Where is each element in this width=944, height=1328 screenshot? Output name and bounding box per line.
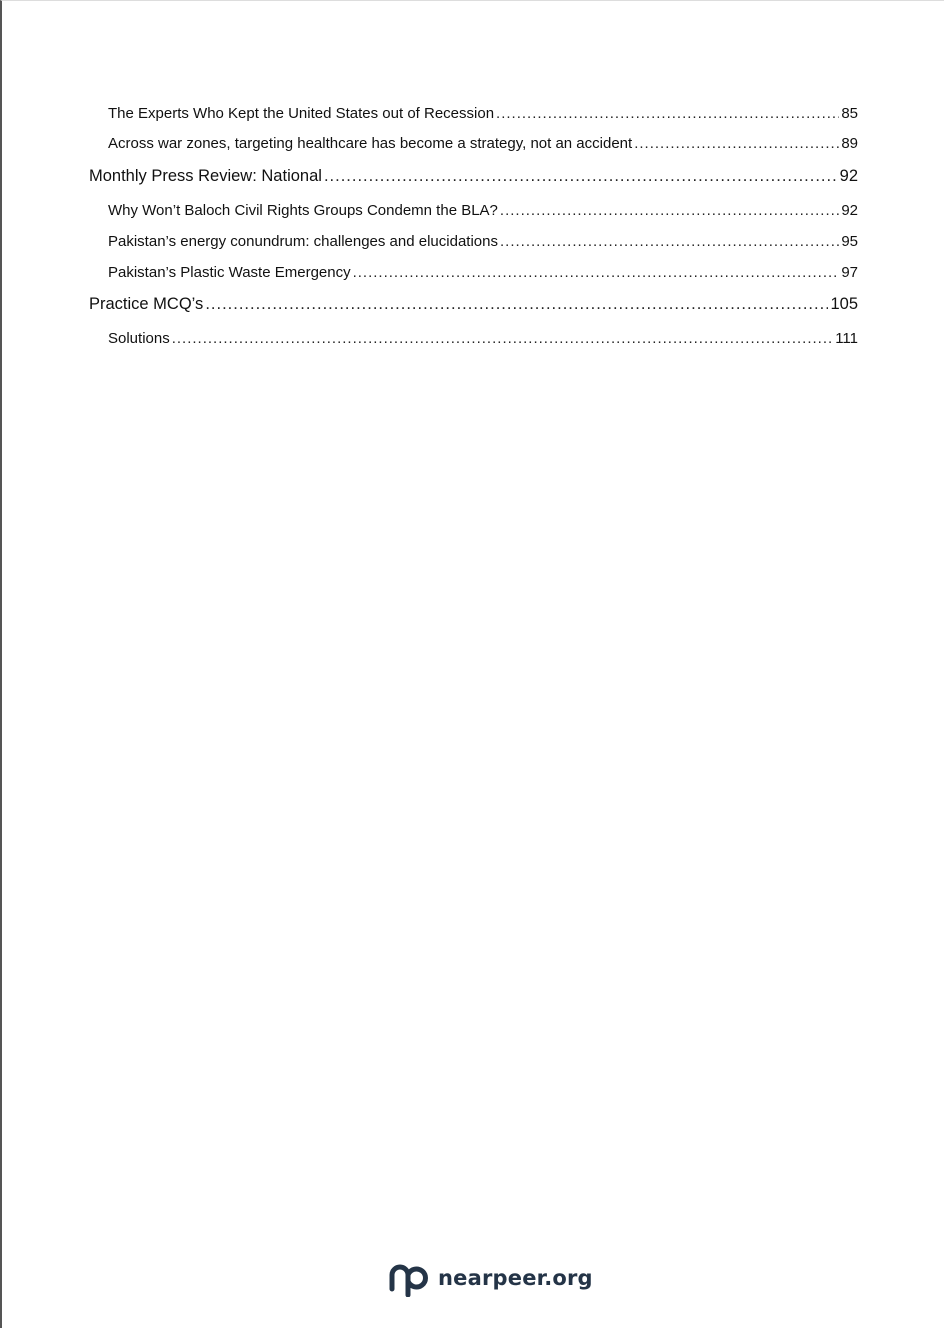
- nearpeer-logo-icon: [388, 1259, 432, 1297]
- toc-entry-page: 92: [839, 167, 858, 185]
- toc-dot-leader: [172, 330, 833, 347]
- toc-entry-title: The Experts Who Kept the United States out of Recession: [108, 105, 495, 122]
- toc-dot-leader: [634, 135, 839, 152]
- toc-entry-title: Why Won’t Baloch Civil Rights Groups Condemn the BLA?: [108, 202, 498, 219]
- toc-entry-page: 89: [841, 135, 858, 152]
- toc-entry[interactable]: [108, 135, 858, 152]
- toc-dot-leader: [324, 167, 838, 186]
- toc-entry-page: 105: [830, 295, 858, 313]
- toc-dot-leader: [500, 233, 839, 250]
- toc-entry-title: Solutions: [108, 330, 170, 347]
- toc-entry-title: Pakistan’s Plastic Waste Emergency: [108, 264, 351, 281]
- toc-entry[interactable]: [108, 202, 858, 219]
- toc-entry[interactable]: [89, 167, 858, 186]
- toc-entry-title: Pakistan’s energy conundrum: challenges and elucidations: [108, 233, 498, 250]
- toc-entry-title: Practice MCQ’s: [89, 295, 204, 313]
- toc-entry-title: Across war zones, targeting healthcare has become a strategy, not an accident: [108, 135, 633, 152]
- toc-entry-page: 111: [835, 330, 858, 347]
- toc-dot-leader: [205, 295, 828, 314]
- toc-dot-leader: [353, 264, 840, 281]
- toc-entry[interactable]: [108, 264, 858, 281]
- footer-logo[interactable]: [388, 1259, 593, 1297]
- toc-entry-page: 95: [841, 233, 858, 250]
- toc-entry[interactable]: [108, 330, 858, 347]
- toc-dot-leader: [496, 105, 839, 122]
- toc-dot-leader: [500, 202, 839, 219]
- toc-entry-title: Monthly Press Review: National: [89, 167, 322, 185]
- toc-entry-page: 97: [841, 264, 858, 281]
- toc-entry[interactable]: [89, 295, 858, 314]
- brand-name: nearpeer.org: [438, 1266, 593, 1290]
- toc-entry-page: 92: [841, 202, 858, 219]
- toc-entry[interactable]: [108, 233, 858, 250]
- toc-entry-page: 85: [841, 105, 858, 122]
- toc-entry[interactable]: [108, 105, 858, 122]
